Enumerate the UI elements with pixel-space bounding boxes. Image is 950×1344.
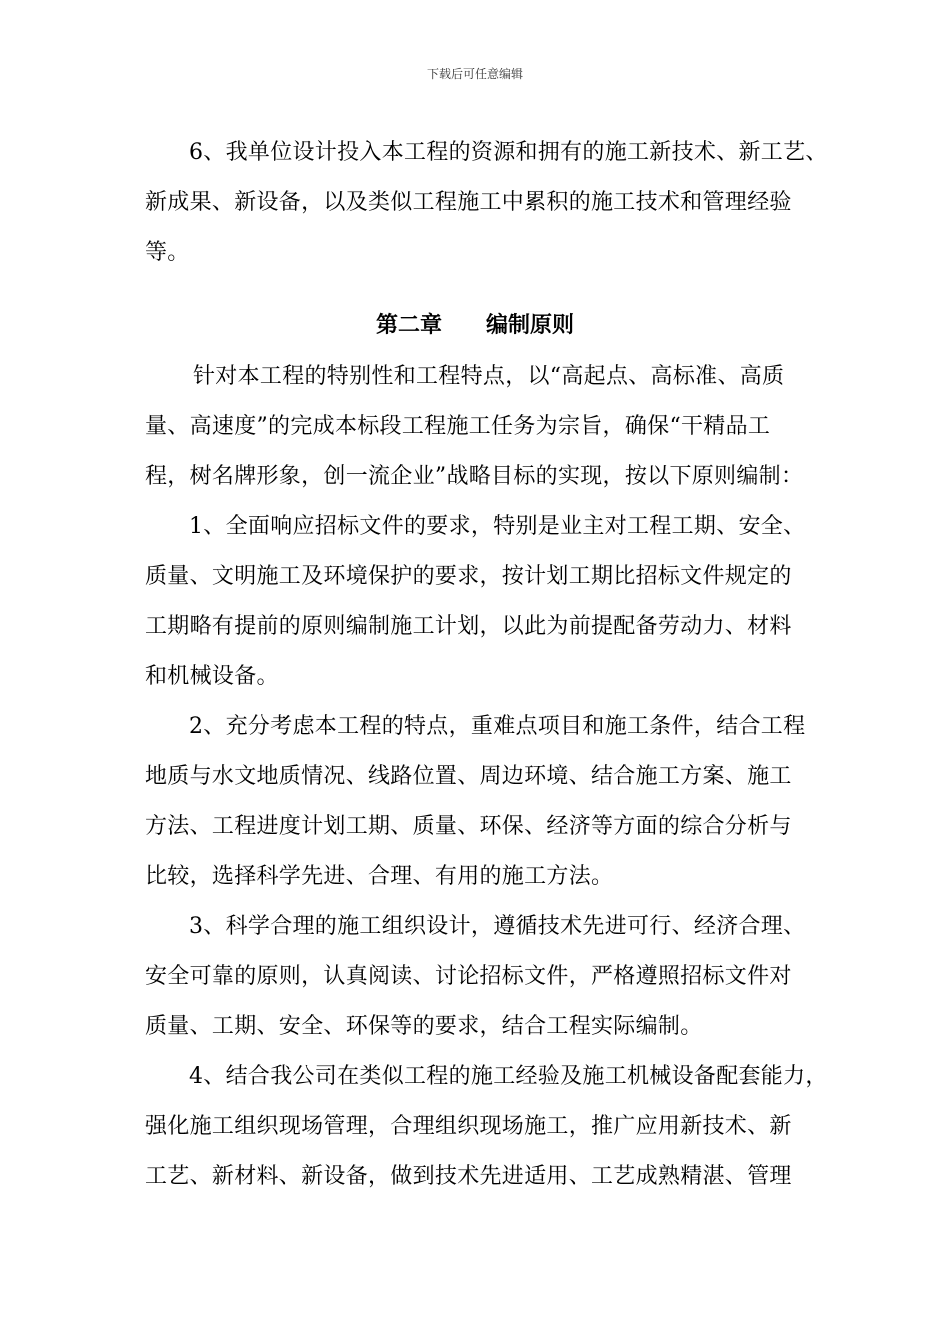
- text-line: 比较，选择科学先进、合理、有用的施工方法。: [145, 864, 614, 889]
- text-line: 工期略有提前的原则编制施工计划，以此为前提配备劳动力、材料: [145, 614, 792, 639]
- text-line: 地质与水文地质情况、线路位置、周边环境、结合施工方案、施工: [145, 764, 792, 789]
- chapter-title: 编制原则: [486, 313, 575, 338]
- text-line: 2、充分考虑本工程的特点，重难点项目和施工条件，结合工程: [189, 714, 806, 739]
- paragraph-item-3: [145, 902, 810, 1052]
- chapter-heading: [0, 306, 950, 346]
- chapter-number: 第二章: [375, 313, 442, 338]
- paragraph-item-4: [145, 1052, 828, 1202]
- paragraph-item-6: [145, 128, 828, 278]
- section-1-text: [145, 128, 828, 278]
- text-line: 方法、工程进度计划工期、质量、环保、经济等方面的综合分析与: [145, 814, 792, 839]
- text-line: 6、我单位设计投入本工程的资源和拥有的施工新技术、新工艺、: [189, 140, 828, 165]
- text-line: 新成果、新设备，以及类似工程施工中累积的施工技术和管理经验: [145, 190, 792, 215]
- paragraph-intro: [145, 352, 810, 502]
- page-header: 下载后可任意编辑: [426, 67, 523, 81]
- text-line: 程，树名牌形象，创一流企业”战略目标的实现，按以下原则编制：: [145, 464, 804, 489]
- text-line: 4、结合我公司在类似工程的施工经验及施工机械设备配套能力，: [189, 1064, 828, 1089]
- text-line: 安全可靠的原则，认真阅读、讨论招标文件，严格遵照招标文件对: [145, 964, 792, 989]
- paragraph-item-1: [145, 502, 810, 702]
- section-2-text: [145, 352, 828, 1202]
- text-line: 和机械设备。: [145, 664, 279, 689]
- text-line: 工艺、新材料、新设备，做到技术先进适用、工艺成熟精湛、管理: [145, 1164, 792, 1189]
- text-line: 强化施工组织现场管理，合理组织现场施工，推广应用新技术、新: [145, 1114, 792, 1139]
- paragraph-item-2: [145, 702, 810, 902]
- text-line: 1、全面响应招标文件的要求，特别是业主对工程工期、安全、: [189, 514, 806, 539]
- text-line: 等。: [145, 240, 190, 265]
- text-line: 质量、工期、安全、环保等的要求，结合工程实际编制。: [145, 1014, 703, 1039]
- text-line: 量、高速度”的完成本标段工程施工任务为宗旨，确保“干精品工: [145, 414, 771, 439]
- text-line: 针对本工程的特别性和工程特点，以“高起点、高标准、高质: [193, 364, 785, 389]
- text-line: 质量、文明施工及环境保护的要求，按计划工期比招标文件规定的: [145, 564, 792, 589]
- text-line: 3、科学合理的施工组织设计，遵循技术先进可行、经济合理、: [189, 914, 806, 939]
